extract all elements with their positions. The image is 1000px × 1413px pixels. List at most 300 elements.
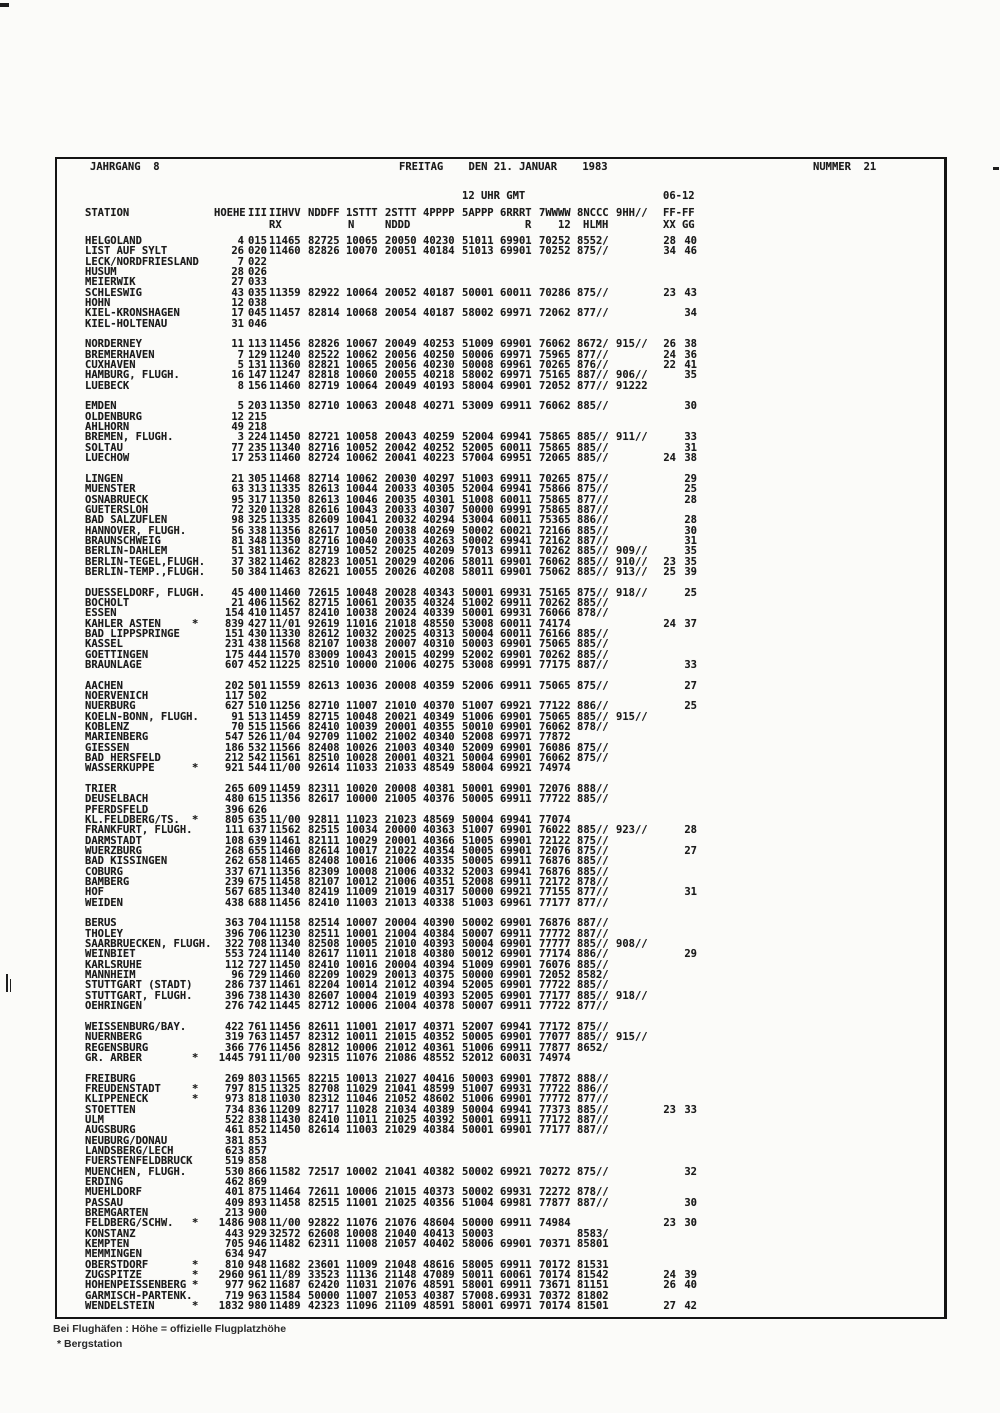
- obs-group: 887//: [577, 534, 609, 547]
- obs-group: 11009: [346, 886, 378, 899]
- station-name: BERLIN-TEMP.,FLUGH.: [85, 565, 206, 578]
- obs-group: 50000: [462, 886, 494, 899]
- station-name: GARMISCH-PARTENK.: [85, 1289, 193, 1302]
- obs-group: 878//: [577, 1186, 609, 1199]
- station-height: 49: [231, 421, 244, 434]
- obs-group: 915//: [616, 338, 648, 351]
- obs-group: 20056: [385, 348, 417, 361]
- obs-group: 40317: [423, 886, 455, 899]
- station-height: 797: [225, 1082, 244, 1095]
- obs-group: 76076: [539, 958, 571, 971]
- obs-group: 72162: [539, 534, 571, 547]
- obs-group: 20042: [385, 441, 417, 454]
- station-number: 947: [248, 1248, 267, 1261]
- obs-group: 53004: [462, 514, 494, 527]
- wind-gg: 29: [684, 948, 697, 961]
- obs-group: 51005: [462, 834, 494, 847]
- obs-group: 10017: [346, 845, 378, 858]
- obs-group: 11465: [269, 855, 301, 868]
- obs-group: 50002: [462, 534, 494, 547]
- station-number: 406: [248, 596, 267, 609]
- obs-group: 21041: [385, 1165, 417, 1178]
- obs-group: 69911: [500, 679, 532, 692]
- obs-group: 82410: [308, 896, 340, 909]
- obs-group: 885//: [577, 452, 609, 465]
- station-row: [0, 1198, 1000, 1208]
- obs-group: 11350: [269, 400, 301, 413]
- masthead-date: FREITAG DEN 21. JANUAR 1983: [399, 161, 608, 173]
- obs-group: 11356: [269, 793, 301, 806]
- obs-group: 10008: [346, 1227, 378, 1240]
- wind-gg: 32: [684, 1165, 697, 1178]
- station-height: 5: [237, 400, 244, 413]
- obs-group: 11462: [269, 555, 301, 568]
- obs-group: 69911: [500, 596, 532, 609]
- obs-group: 82410: [308, 958, 340, 971]
- obs-group: 77074: [539, 814, 571, 827]
- obs-group: 20026: [385, 565, 417, 578]
- obs-group: 75866: [539, 483, 571, 496]
- obs-group: 40384: [423, 927, 455, 940]
- station-height: 973: [225, 1093, 244, 1106]
- station-name: WASSERKUPPE: [85, 762, 155, 775]
- station-number: 727: [248, 958, 267, 971]
- obs-group: 875//: [577, 741, 609, 754]
- obs-group: 60061: [500, 1269, 532, 1281]
- station-height: 154: [225, 607, 244, 620]
- obs-group: 77177: [539, 1124, 571, 1137]
- obs-group: 20008: [385, 679, 417, 692]
- obs-group: 21148: [385, 1269, 417, 1281]
- station-height: 1486: [218, 1217, 244, 1230]
- obs-group: 74984: [539, 1217, 571, 1230]
- obs-group: 10011: [346, 1031, 378, 1044]
- wind-gg: 35: [684, 555, 697, 568]
- station-number: 875: [248, 1186, 267, 1199]
- obs-group: 82410: [308, 607, 340, 620]
- wind-gg: 46: [684, 245, 697, 258]
- obs-group: 82611: [308, 1020, 340, 1033]
- obs-group: 77722: [539, 793, 571, 806]
- obs-group: 10050: [346, 524, 378, 537]
- obs-group: 11140: [269, 948, 301, 961]
- station-height: 112: [225, 958, 244, 971]
- station-height: 719: [225, 1289, 244, 1302]
- obs-group: 40339: [423, 607, 455, 620]
- obs-group: 48549: [423, 762, 455, 775]
- station-name: FREIBURG: [85, 1072, 136, 1085]
- wind-gg: 28: [684, 514, 697, 527]
- obs-group: 50003: [462, 1227, 494, 1240]
- obs-group: 52012: [462, 1051, 494, 1064]
- obs-group: 70265: [539, 472, 571, 485]
- obs-group: 70252: [539, 235, 571, 247]
- obs-group: 10067: [346, 338, 378, 351]
- obs-group: 82510: [308, 658, 340, 671]
- station-height: 276: [225, 1000, 244, 1013]
- station-name: REGENSBURG: [85, 1041, 149, 1054]
- obs-group: 77373: [539, 1103, 571, 1116]
- obs-group: 875//: [577, 752, 609, 764]
- obs-group: 10032: [346, 627, 378, 640]
- obs-group: 51006: [462, 1041, 494, 1054]
- station-height: 480: [225, 793, 244, 806]
- obs-group: 11158: [269, 917, 301, 930]
- obs-group: 91222: [616, 379, 648, 392]
- station-number: 836: [248, 1103, 267, 1116]
- obs-group: 82712: [308, 1000, 340, 1013]
- station-name: BREMEN, FLUGH.: [85, 431, 174, 444]
- obs-group: 82818: [308, 369, 340, 382]
- obs-group: 40223: [423, 452, 455, 465]
- station-name: TRIER: [85, 783, 117, 796]
- obs-group: 40371: [423, 1020, 455, 1033]
- obs-group: 70174: [539, 1300, 571, 1313]
- station-name: BAD SALZUFLEN: [85, 514, 168, 527]
- station-height: 81: [231, 534, 244, 547]
- obs-group: 69931: [500, 1186, 532, 1199]
- wind-ff: 23: [663, 555, 676, 568]
- station-name: OLDENBURG: [85, 410, 142, 423]
- obs-group: 82616: [308, 503, 340, 516]
- obs-group: 75865: [539, 493, 571, 506]
- station-name: BAMBERG: [85, 876, 130, 889]
- station-name: MUENCHEN, FLUGH.: [85, 1165, 187, 1178]
- obs-group: 11460: [269, 969, 301, 982]
- obs-group: 21010: [385, 700, 417, 713]
- obs-group: 77872: [539, 731, 571, 744]
- obs-group: 10063: [346, 400, 378, 413]
- obs-group: 21015: [385, 1031, 417, 1044]
- obs-group: 40373: [423, 1186, 455, 1199]
- obs-group: 10048: [346, 710, 378, 723]
- station-name: WUERZBURG: [85, 845, 142, 858]
- obs-group: 48604: [423, 1217, 455, 1230]
- station-name: NEUBURG/DONAU: [85, 1134, 168, 1147]
- obs-group: 57013: [462, 545, 494, 558]
- column-group-label: III: [248, 207, 267, 219]
- obs-group: 885//: [577, 400, 609, 413]
- obs-group: 76062: [539, 720, 571, 733]
- obs-group: 11460: [269, 586, 301, 599]
- obs-group: 11460: [269, 245, 301, 258]
- obs-group: 47089: [423, 1269, 455, 1281]
- obs-group: 50002: [462, 1186, 494, 1199]
- obs-group: 10001: [346, 927, 378, 940]
- station-number: 253: [248, 452, 267, 465]
- wind-gg: 38: [684, 338, 697, 351]
- wind-gg: 40: [684, 1279, 697, 1292]
- station-name: BRAUNLAGE: [85, 658, 142, 671]
- obs-group: 92822: [308, 1217, 340, 1230]
- obs-group: 40206: [423, 555, 455, 568]
- obs-group: 69901: [500, 1093, 532, 1106]
- obs-group: 906//: [616, 369, 648, 382]
- station-name: KARLSRUHE: [85, 958, 142, 971]
- obs-group: 51007: [462, 824, 494, 837]
- station-name: HOHN: [85, 297, 111, 310]
- obs-group: 69941: [500, 1020, 532, 1033]
- obs-group: 11468: [269, 472, 301, 485]
- obs-group: 11/04: [269, 731, 301, 744]
- obs-group: 69901: [500, 648, 532, 661]
- obs-group: 21006: [385, 876, 417, 889]
- station-height: 396: [225, 927, 244, 940]
- obs-group: 69901: [500, 834, 532, 847]
- obs-group: 40294: [423, 514, 455, 527]
- obs-group: 11463: [269, 565, 301, 578]
- station-number: 742: [248, 1000, 267, 1013]
- obs-group: 885//: [577, 938, 609, 951]
- obs-group: 69911: [500, 1217, 532, 1230]
- obs-group: 50001: [462, 607, 494, 620]
- obs-group: 58001: [462, 1300, 494, 1313]
- obs-group: 11456: [269, 1041, 301, 1054]
- obs-group: 10029: [346, 969, 378, 982]
- obs-group: 69941: [500, 814, 532, 827]
- station-number: 818: [248, 1093, 267, 1106]
- obs-group: 10034: [346, 824, 378, 837]
- station-row: [0, 1239, 1000, 1249]
- station-number: 384: [248, 565, 267, 578]
- obs-group: 10041: [346, 514, 378, 527]
- station-number: 908: [248, 1217, 267, 1230]
- obs-group: 82408: [308, 855, 340, 868]
- obs-group: 81542: [577, 1269, 609, 1281]
- obs-group: 11450: [269, 958, 301, 971]
- obs-group: 69911: [500, 927, 532, 940]
- obs-group: 77772: [539, 1093, 571, 1106]
- obs-group: 11460: [269, 452, 301, 465]
- obs-group: 11076: [346, 1051, 378, 1064]
- column-sub-label: 12: [558, 219, 571, 231]
- station-height: 553: [225, 948, 244, 961]
- obs-group: 877//: [577, 493, 609, 506]
- obs-group: 11076: [346, 1217, 378, 1230]
- station-number: 706: [248, 927, 267, 940]
- station-number: 325: [248, 514, 267, 527]
- station-name: LANDSBERG/LECH: [85, 1144, 174, 1157]
- obs-group: 21023: [385, 814, 417, 827]
- obs-group: 885//: [577, 979, 609, 992]
- xxgg-column-label: XX GG: [663, 219, 695, 231]
- obs-group: 76062: [539, 752, 571, 764]
- station-name: KIEL-KRONSHAGEN: [85, 307, 180, 320]
- station-name: EMDEN: [85, 400, 117, 413]
- obs-group: 76876: [539, 865, 571, 878]
- obs-group: 69901: [500, 1031, 532, 1044]
- obs-group: 82107: [308, 638, 340, 651]
- obs-group: 69901: [500, 938, 532, 951]
- station-name: LIST AUF SYLT: [85, 245, 168, 258]
- station-name: HUSUM: [85, 266, 117, 279]
- obs-group: 69911: [500, 545, 532, 558]
- station-name: GUETERSLOH: [85, 503, 149, 516]
- obs-group: 40340: [423, 731, 455, 744]
- obs-group: 10062: [346, 452, 378, 465]
- obs-group: 82826: [308, 245, 340, 258]
- obs-group: 10002: [346, 1165, 378, 1178]
- obs-group: 58011: [462, 565, 494, 578]
- obs-group: 60011: [500, 441, 532, 454]
- obs-group: 82710: [308, 400, 340, 413]
- obs-group: 20055: [385, 369, 417, 382]
- obs-group: 40310: [423, 638, 455, 651]
- obs-group: 10016: [346, 958, 378, 971]
- station-number: 708: [248, 938, 267, 951]
- station-name: STUTTGART, FLUGH.: [85, 989, 193, 1002]
- obs-group: 69901: [500, 917, 532, 930]
- obs-group: 51007: [462, 1082, 494, 1095]
- obs-group: 10048: [346, 586, 378, 599]
- wind-ff: 34: [663, 245, 676, 258]
- obs-group: 11566: [269, 720, 301, 733]
- obs-group: 888//: [577, 783, 609, 796]
- station-name: WEINBIET: [85, 948, 136, 961]
- obs-group: 11007: [346, 1289, 378, 1302]
- station-height: 17: [231, 452, 244, 465]
- obs-group: 92811: [308, 814, 340, 827]
- station-number: 857: [248, 1144, 267, 1157]
- obs-group: 77877: [539, 1196, 571, 1209]
- station-number: 452: [248, 658, 267, 671]
- obs-group: 40363: [423, 824, 455, 837]
- obs-group: 10006: [346, 1186, 378, 1199]
- obs-group: 77177: [539, 989, 571, 1002]
- obs-group: 40340: [423, 741, 455, 754]
- obs-group: 48599: [423, 1082, 455, 1095]
- obs-group: 82614: [308, 845, 340, 858]
- obs-group: 21003: [385, 741, 417, 754]
- obs-group: 53008: [462, 617, 494, 630]
- obs-group: 915//: [616, 1031, 648, 1044]
- obs-group: 77122: [539, 700, 571, 713]
- station-name: KEMPTEN: [85, 1237, 130, 1250]
- obs-group: 75062: [539, 565, 571, 578]
- obs-group: 82617: [308, 948, 340, 961]
- obs-group: 82719: [308, 379, 340, 392]
- obs-group: 50002: [462, 524, 494, 537]
- station-height: 117: [225, 689, 244, 702]
- station-number: 724: [248, 948, 267, 961]
- obs-group: 40321: [423, 752, 455, 764]
- obs-group: 69901: [500, 245, 532, 258]
- obs-group: 48591: [423, 1300, 455, 1313]
- obs-group: 40259: [423, 431, 455, 444]
- obs-group: 886//: [577, 700, 609, 713]
- obs-group: 76022: [539, 824, 571, 837]
- obs-group: 11008: [346, 1237, 378, 1250]
- wind-gg: 28: [684, 493, 697, 506]
- station-height: 522: [225, 1113, 244, 1126]
- obs-group: 10061: [346, 596, 378, 609]
- column-sub-label: R: [525, 219, 532, 231]
- wind-ff: 24: [663, 348, 676, 361]
- obs-group: 82510: [308, 752, 340, 764]
- obs-group: 48591: [423, 1279, 455, 1292]
- station-height: 286: [225, 979, 244, 992]
- obs-group: 40416: [423, 1072, 455, 1085]
- wind-gg: 38: [684, 452, 697, 465]
- obs-group: 915//: [616, 710, 648, 723]
- obs-group: 11003: [346, 1124, 378, 1137]
- obs-group: 51007: [462, 700, 494, 713]
- station-height: 2960: [218, 1269, 244, 1281]
- obs-group: 73671: [539, 1279, 571, 1292]
- obs-group: 21041: [385, 1082, 417, 1095]
- obs-group: 82204: [308, 979, 340, 992]
- obs-group: 10039: [346, 720, 378, 733]
- obs-group: 50003: [462, 638, 494, 651]
- obs-group: 76876: [539, 917, 571, 930]
- obs-group: 20004: [385, 917, 417, 930]
- station-height: 213: [225, 1206, 244, 1219]
- obs-group: 875//: [577, 586, 609, 599]
- station-row: [0, 1053, 1000, 1063]
- station-height: 91: [231, 710, 244, 723]
- obs-group: 40343: [423, 586, 455, 599]
- obs-group: 82111: [308, 834, 340, 847]
- obs-group: 40355: [423, 720, 455, 733]
- obs-group: 40187: [423, 307, 455, 320]
- obs-group: 11009: [346, 1258, 378, 1271]
- obs-group: 40387: [423, 1289, 455, 1302]
- obs-group: 82814: [308, 307, 340, 320]
- station-name: HOF: [85, 886, 104, 899]
- station-row: [0, 1218, 1000, 1228]
- obs-group: 923//: [616, 824, 648, 837]
- obs-group: 21012: [385, 1041, 417, 1054]
- obs-group: 20032: [385, 514, 417, 527]
- obs-group: 8582/: [577, 969, 609, 982]
- obs-group: 82708: [308, 1082, 340, 1095]
- obs-group: 69901: [500, 720, 532, 733]
- station-number: 035: [248, 286, 267, 299]
- station-name: AACHEN: [85, 679, 123, 692]
- obs-group: 887//: [577, 1113, 609, 1126]
- obs-group: 21086: [385, 1051, 417, 1064]
- obs-group: 69971: [500, 731, 532, 744]
- obs-group: 82209: [308, 969, 340, 982]
- obs-group: 11565: [269, 1072, 301, 1085]
- obs-group: 878//: [577, 876, 609, 889]
- obs-group: 40393: [423, 989, 455, 1002]
- obs-group: 885//: [577, 638, 609, 651]
- obs-group: 875//: [577, 245, 609, 258]
- obs-group: 77722: [539, 1000, 571, 1013]
- station-row: [0, 1301, 1000, 1311]
- obs-group: 8652/: [577, 1041, 609, 1054]
- obs-group: 82607: [308, 989, 340, 1002]
- obs-group: 81802: [577, 1289, 609, 1302]
- obs-group: 58001: [462, 1279, 494, 1292]
- station-number: 513: [248, 710, 267, 723]
- obs-group: 76066: [539, 607, 571, 620]
- station-number: 815: [248, 1082, 267, 1095]
- station-name: DUESSELDORF, FLUGH.: [85, 586, 206, 599]
- obs-group: 40250: [423, 348, 455, 361]
- obs-group: 885//: [577, 989, 609, 1002]
- station-number: 218: [248, 421, 267, 434]
- wind-gg: 29: [684, 472, 697, 485]
- obs-group: 21018: [385, 948, 417, 961]
- bergstation-marker: *: [192, 814, 199, 827]
- obs-group: 69921: [500, 1165, 532, 1178]
- column-group-label: 7WWWW: [539, 207, 571, 219]
- station-height: 111: [225, 824, 244, 837]
- obs-group: 20000: [385, 824, 417, 837]
- obs-group: 40263: [423, 534, 455, 547]
